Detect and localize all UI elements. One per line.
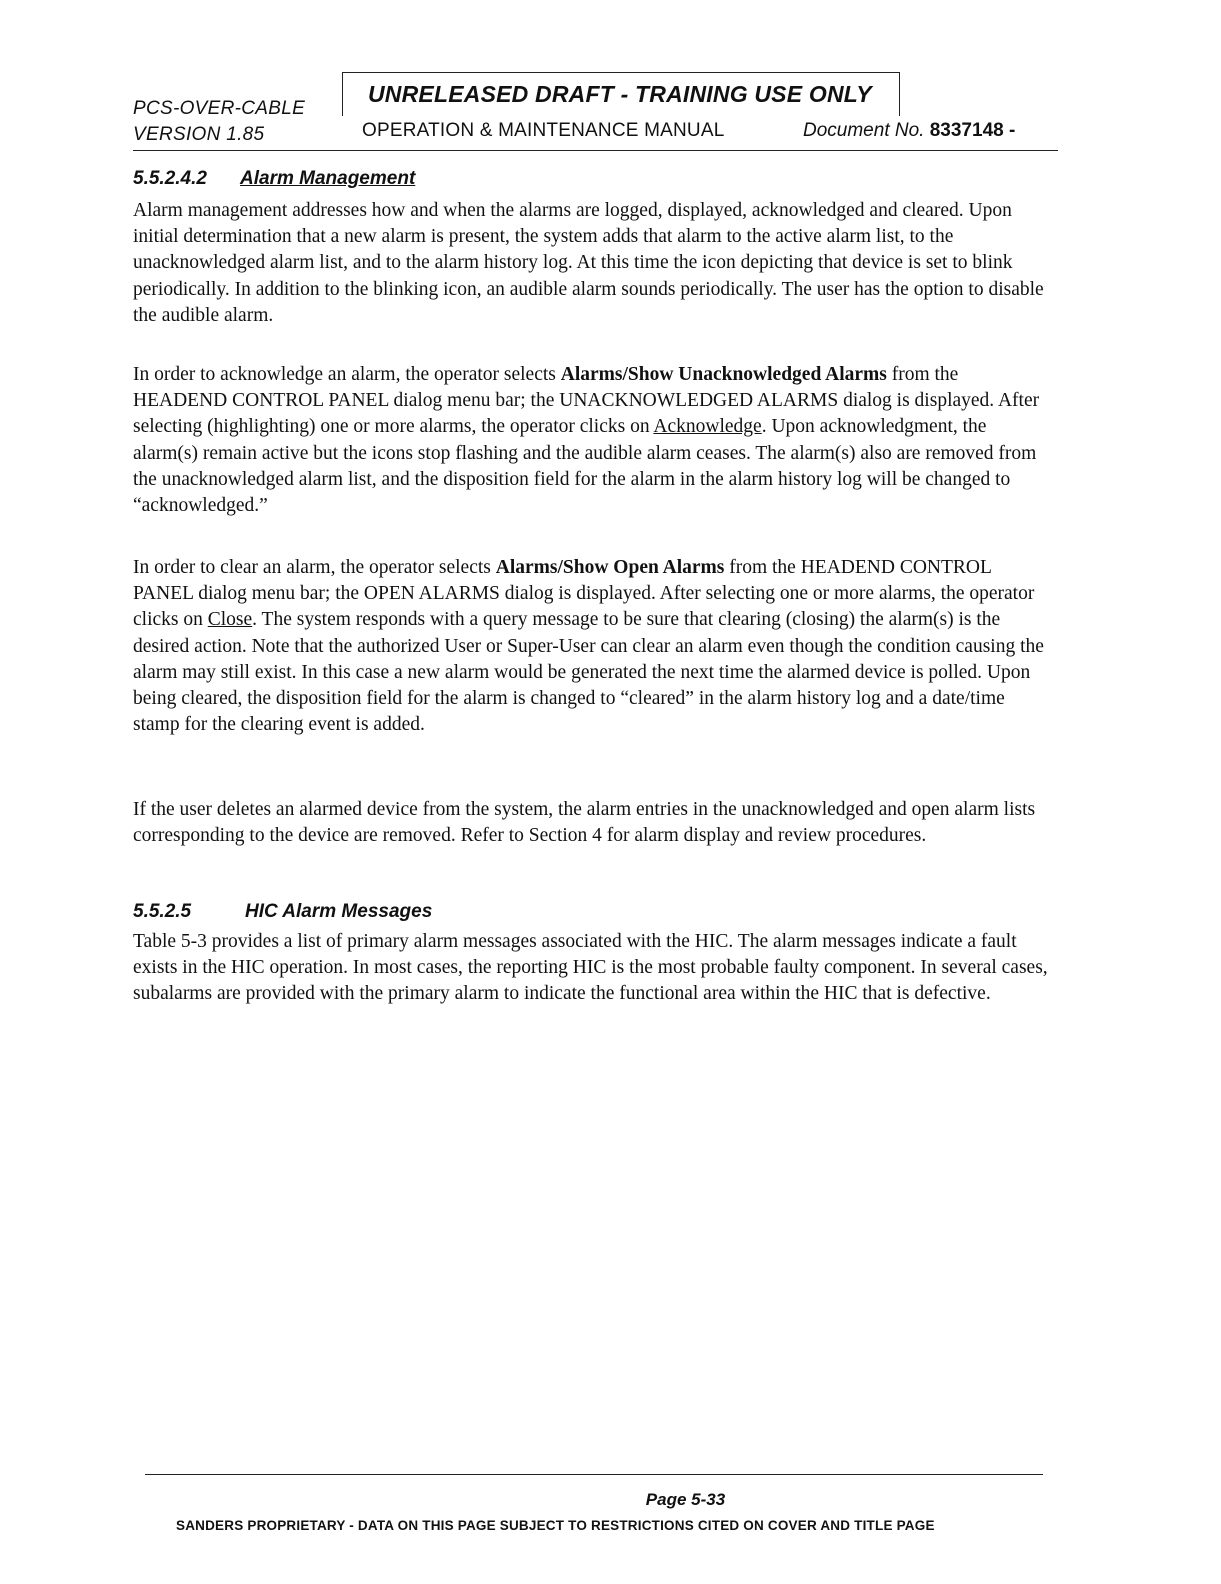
menu-path: Alarms/Show Open Alarms (495, 557, 725, 578)
text-run: from the HEADEND CONTROL PANEL dialog menu bar; the UNACKNOWLEDGED ALARMS dialog is displayed. After selecting (highlighting) one or more alarms, the operator clicks on (133, 364, 1040, 438)
close-command: Close (207, 609, 253, 631)
page-number: Page 5-33 (645, 1490, 726, 1509)
document-number-value: 8337148 - (929, 120, 1016, 141)
proprietary-notice: SANDERS PROPRIETARY - DATA ON THIS PAGE SUBJECT TO RESTRICTIONS CITED ON COVER AND TITLE PAGE (176, 1518, 935, 1533)
document-number (803, 120, 1015, 142)
paragraph-device-delete: If the user deletes an alarmed device from the system, the alarm entries in the unacknowledged and open alarm lists corresponding to the device are removed. Refer to Section 4 for alarm display and review procedures. (133, 799, 1036, 847)
document-number-label: Document No. (803, 120, 925, 141)
paragraph-hic-messages: Table 5-3 provides a list of primary alarm messages associated with the HIC. The alarm messages indicate a fault exists in the HIC operation. In most cases, the reporting HIC is the most probable faulty component. In several cases, subalarms are provided with the primary alarm to indicate the functional area within the HIC that is defective. (133, 931, 1048, 1005)
section-number: 5.5.2.5 (133, 901, 192, 922)
manual-title: OPERATION & MAINTENANCE MANUAL (362, 120, 725, 141)
paragraph-acknowledge (133, 362, 1048, 519)
header-rule (133, 150, 1058, 151)
text-run: In order to clear an alarm, the operator selects (133, 557, 496, 578)
acknowledge-command: Acknowledge (653, 416, 762, 438)
product-id (133, 96, 305, 148)
section-title: HIC Alarm Messages (245, 901, 433, 922)
section-heading-hic-alarm-messages (133, 901, 432, 923)
paragraph-clear (133, 555, 1048, 738)
text-run: . Upon acknowledgment, the alarm(s) remain active but the icons stop flashing and the audible alarm ceases. The alarm(s) also are removed from the unacknowledged alarm list, and the disposition field for the alarm in the alarm history log will be changed to “acknowledged.” (133, 416, 1037, 517)
text-run: from the HEADEND CONTROL PANEL dialog menu bar; the OPEN ALARMS dialog is displayed. After selecting one or more alarms, the operator clicks on (133, 557, 1035, 631)
footer-rule (145, 1474, 1043, 1475)
menu-path: Alarms/Show Unacknowledged Alarms (560, 364, 887, 385)
paragraph-alarm-overview: Alarm management addresses how and when the alarms are logged, displayed, acknowledged and cleared. Upon initial determination that a new alarm is present, the system adds that alarm to the active alarm list, to the unacknowledged alarm list, and to the alarm history log. At this time the icon depicting that device is set to blink periodically. In addition to the blinking icon, an audible alarm sounds periodically. The user has the option to disable the audible alarm. (133, 200, 1044, 326)
draft-banner: UNRELEASED DRAFT - TRAINING USE ONLY (368, 81, 872, 107)
section-title: Alarm Management (240, 168, 416, 189)
text-run: In order to acknowledge an alarm, the operator selects (133, 364, 561, 385)
section-heading-alarm-management (133, 168, 415, 190)
section-number: 5.5.2.4.2 (133, 168, 207, 189)
product-name: PCS-OVER-CABLE (133, 98, 306, 119)
text-run: . The system responds with a query message to be sure that clearing (closing) the alarm(s) is the desired action. Note that the authorized User or Super-User can clear an alarm even though the condition causing the alarm may still exist. In this case a new alarm would be generated the next time the alarmed device is polled. Upon being cleared, the disposition field for the alarm is changed to “cleared” in the alarm history log and a date/time stamp for the clearing event is added. (133, 609, 1044, 736)
product-version: VERSION 1.85 (133, 124, 265, 145)
